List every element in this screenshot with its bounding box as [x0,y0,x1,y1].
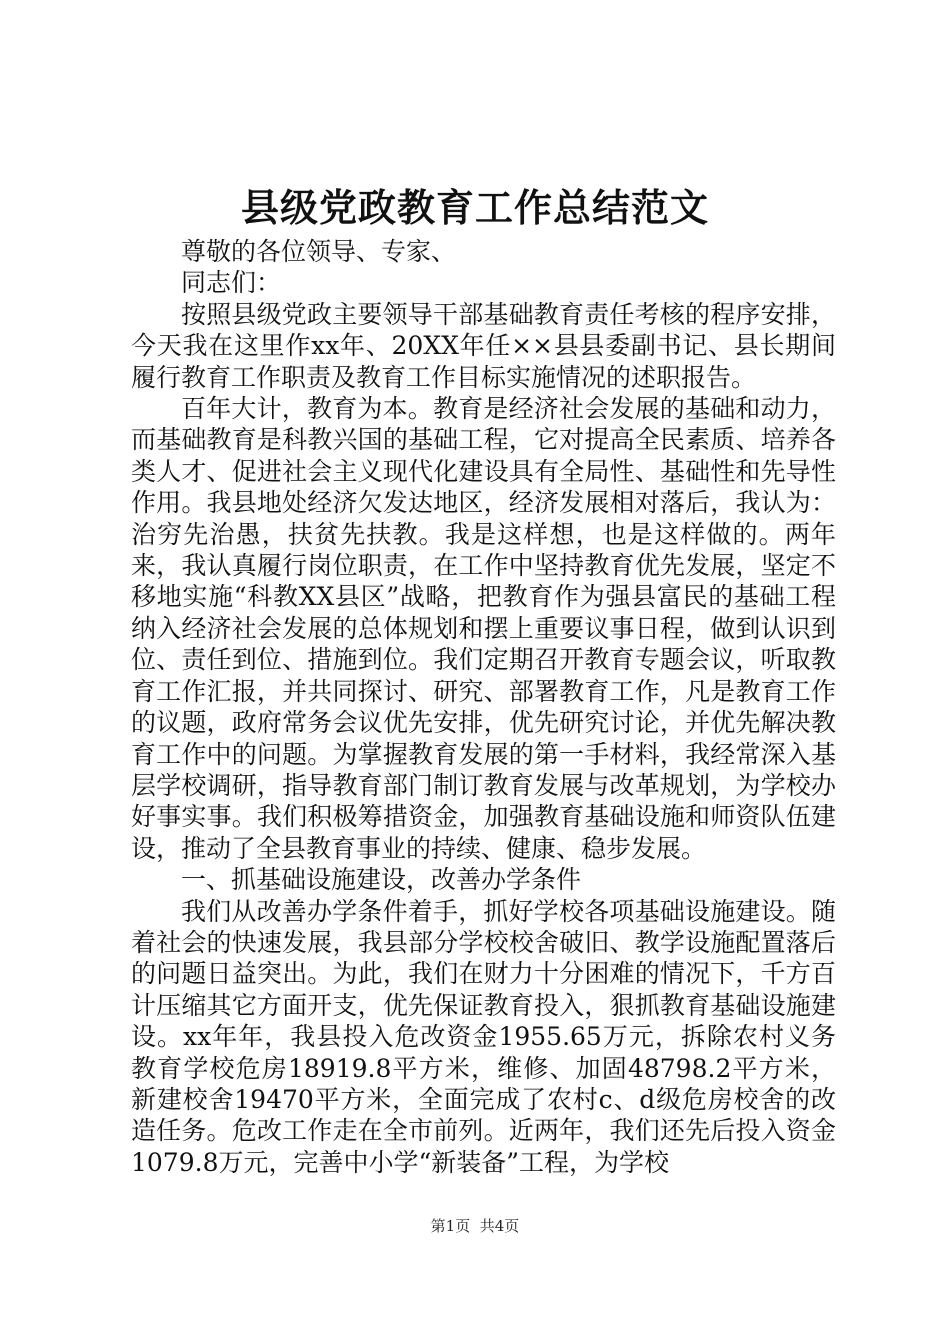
page-number: 第1页 [430,1217,471,1235]
document-title: 县级党政教育工作总结范文 [240,185,709,230]
body-paragraph: 我们从改善办学条件着手，抓好学校各项基础设施建设。随着社会的快速发展，我县部分学校校舍破旧、教学设施配置落后的问题日益突出。为此，我们在财力十分困难的情况下，千方百计压缩其它方面开支，优先保证教育投入，狠抓教育基础设施建设。xx年年，我县投入危改资金1955.65万元，拆除农村义务教育学校危房18919.8平方米，维修、加固48798.2平方米，新建校舍19470平方米，全面完成了农村c、d级危房校舍的改造任务。危改工作走在全市前列。近两年，我们还先后投入资金1079.8万元，完善中小学“新装备”工程，为学校 [131,896,836,1177]
document-body [131,236,836,1178]
page-footer [0,1216,950,1236]
salutation-line: 同志们： [181,268,282,298]
salutation-line: 尊敬的各位领导、专家、 [181,237,457,266]
page-total: 共4页 [479,1217,520,1235]
section-heading: 一、抓基础设施建设，改善办学条件 [181,865,582,895]
body-paragraph: 按照县级党政主要领导干部基础教育责任考核的程序安排，今天我在这里作xx年、20XX年任××县县委副书记、县长期间履行教育工作职责及教育工作目标实施情况的述职报告。 [131,299,836,392]
body-paragraph: 百年大计，教育为本。教育是经济社会发展的基础和动力，而基础教育是科教兴国的基础工程，它对提高全民素质、培养各类人才、促进社会主义现代化建设具有全局性、基础性和先导性作用。我县地处经济欠发达地区，经济发展相对落后，我认为：治穷先治愚，扶贫先扶教。我是这样想，也是这样做的。两年来，我认真履行岗位职责，在工作中坚持教育优先发展，坚定不移地实施“科教XX县区”战略，把教育作为强县富民的基础工程纳入经济社会发展的总体规划和摆上重要议事日程，做到认识到位、责任到位、措施到位。我们定期召开教育专题会议，听取教育工作汇报，并共同探讨、研究、部署教育工作，凡是教育工作的议题，政府常务会议优先安排，优先研究讨论，并优先解决教育工作中的问题。为掌握教育发展的第一手材料，我经常深入基层学校调研，指导教育部门制订教育发展与改革规划，为学校办好事实事。我们积极筹措资金，加强教育基础设施和师资队伍建设，推动了全县教育事业的持续、健康、稳步发展。 [131,394,836,863]
